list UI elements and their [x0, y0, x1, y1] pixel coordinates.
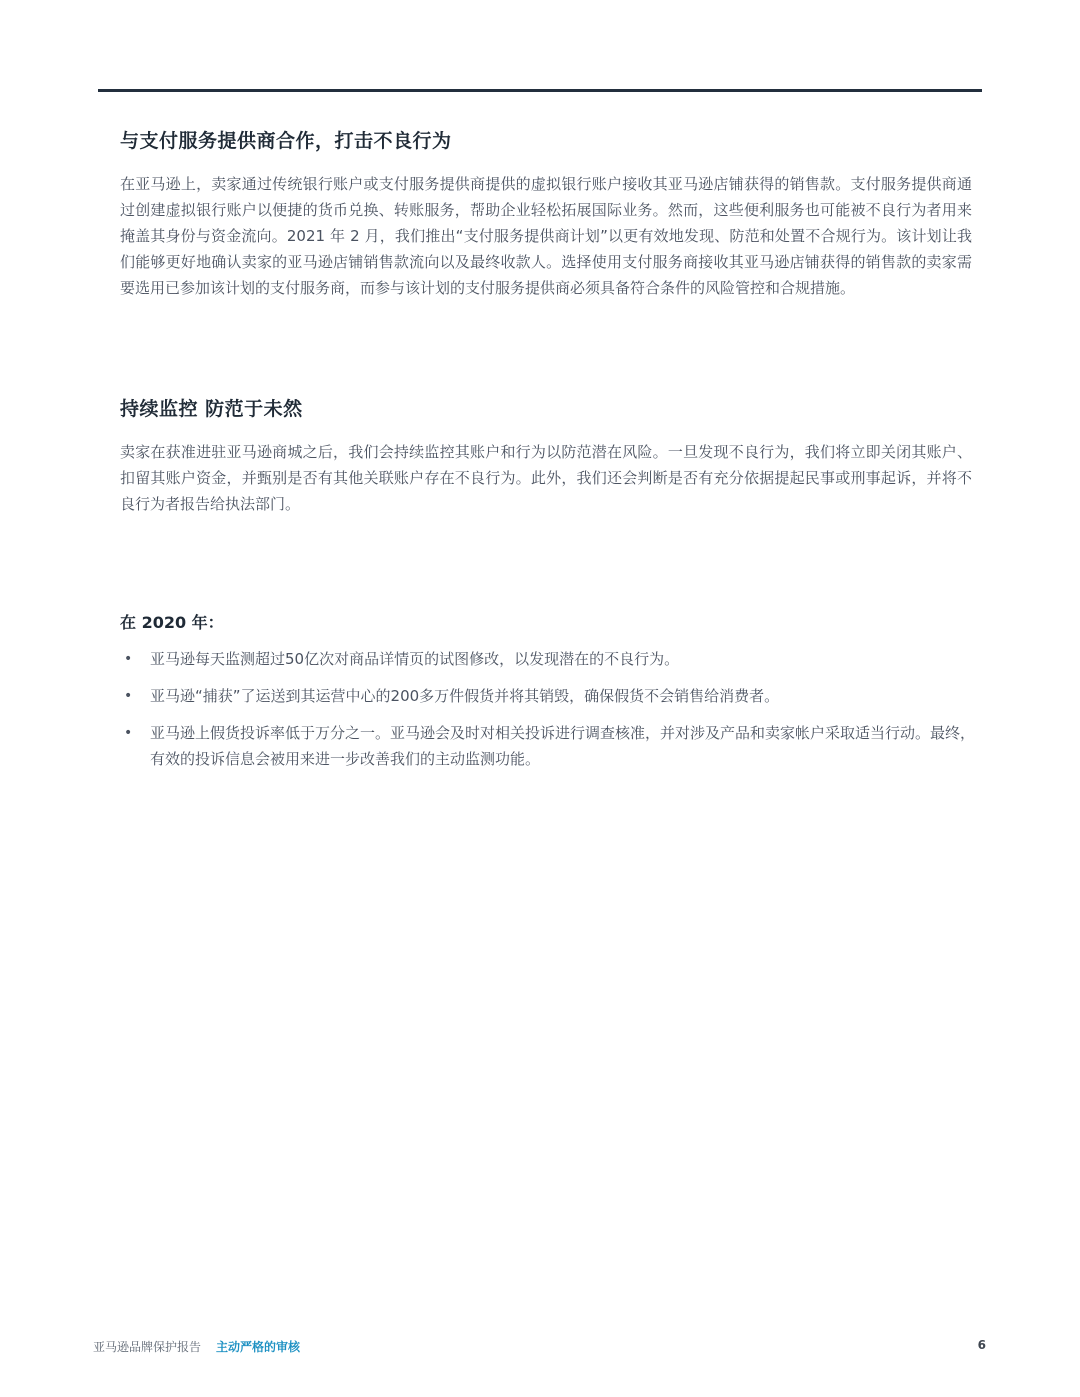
- footer-section-title: 主动严格的审核: [216, 1340, 301, 1354]
- stats-item-counterfeits: [120, 683, 980, 709]
- bullet-icon: •: [124, 725, 133, 741]
- stats-list: [120, 646, 980, 783]
- section-heading-continuous-monitoring: 持续监控 防范于未然: [120, 398, 303, 420]
- footer-report-title: 亚马逊品牌保护报告: [93, 1340, 202, 1354]
- stats-item-text: 亚马逊上假货投诉率低于万分之一。亚马逊会及时对相关投诉进行调查核准，并对涉及产品和卖家帐户采取适当行动。最终，有效的投诉信息会被用来进一步改善我们的主动监测功能。: [150, 724, 976, 768]
- stats-heading: 在 2020 年：: [120, 613, 224, 632]
- section-heading-payment-providers: 与支付服务提供商合作，打击不良行为: [120, 130, 452, 152]
- bullet-icon: •: [124, 688, 133, 704]
- paragraph-continuous-monitoring: 卖家在获准进驻亚马逊商城之后，我们会持续监控其账户和行为以防范潜在风险。一旦发现不良行为，我们将立即关闭其账户、扣留其账户资金，并甄别是否有其他关联账户存在不良行为。此外，我们还会判断是否有充分依据提起民事或刑事起诉，并将不良行为者报告给执法部门。: [120, 443, 972, 513]
- paragraph-payment-providers: 在亚马逊上，卖家通过传统银行账户或支付服务提供商提供的虚拟银行账户接收其亚马逊店铺获得的销售款。支付服务提供商通过创建虚拟银行账户以便捷的货币兑换、转账服务，帮助企业轻松拓展国际业务。然而，这些便利服务也可能被不良行为者用来掩盖其身份与资金流向。2021 年 2 月，我们推出“支付服务提供商计划”以更有效地发现、防范和处置不合规行为。该计划让我们能够更好地确认卖家的亚马逊店铺销售款流向以及最终收款人。选择使用支付服务商接收其亚马逊店铺获得的销售款的卖家需要选用已参加该计划的支付服务商，而参与该计划的支付服务提供商必须具备符合条件的风险管控和合规措施。: [120, 175, 972, 297]
- stats-item-complaints: [120, 720, 980, 772]
- stats-item-text: 亚马逊每天监测超过50亿次对商品详情页的试图修改，以发现潜在的不良行为。: [150, 650, 680, 668]
- stats-item-monitoring: [120, 646, 980, 672]
- stats-item-text: 亚马逊“捕获”了运送到其运营中心的200多万件假货并将其销毁，确保假货不会销售给消费者。: [150, 687, 780, 705]
- bullet-icon: •: [124, 651, 133, 667]
- top-divider: [98, 89, 982, 92]
- page-number: 6: [977, 1338, 986, 1352]
